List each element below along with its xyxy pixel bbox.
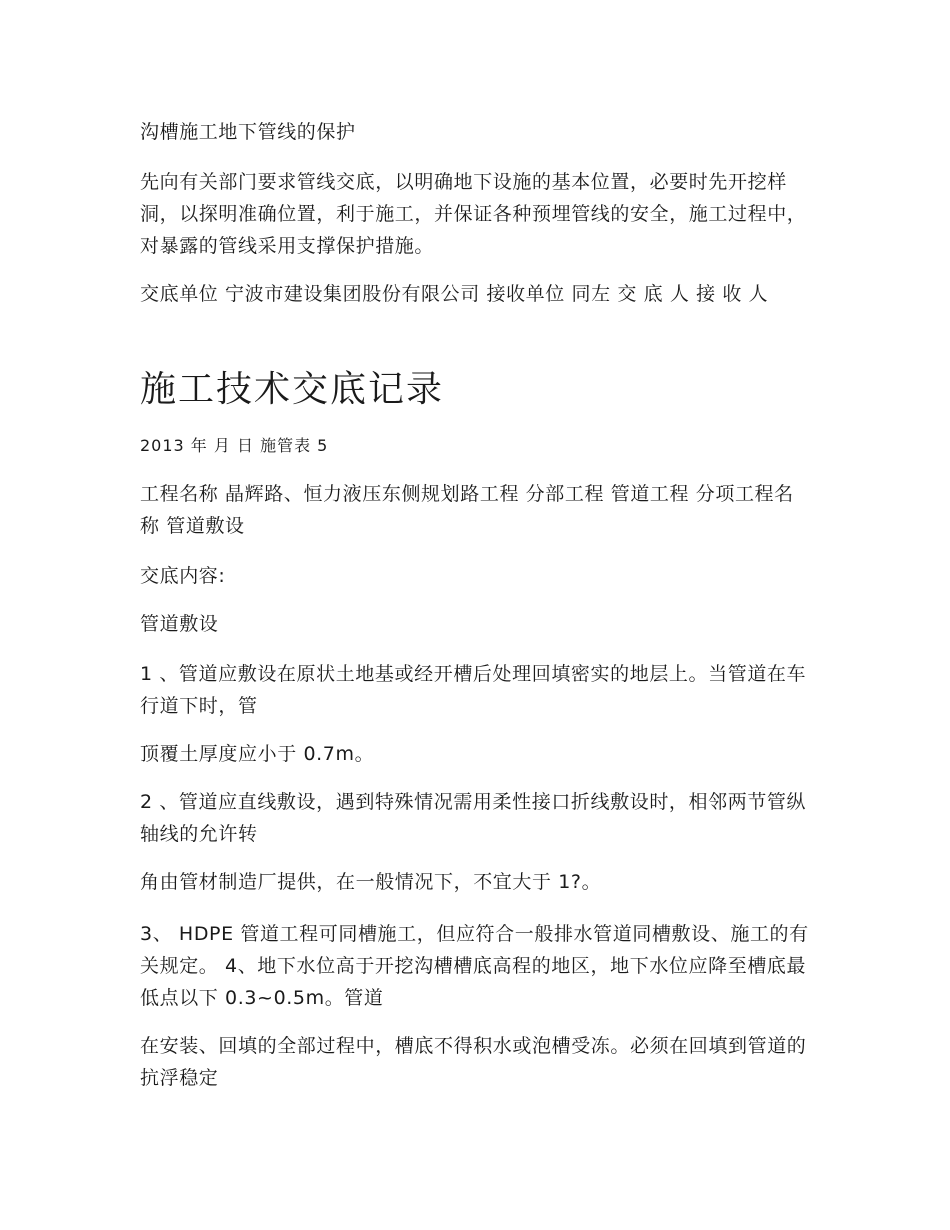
content-heading: 管道敷设: [140, 613, 219, 635]
item-1-paragraph: 1 、管道应敷设在原状土地基或经开槽后处理回填密实的地层上。当管道在车行道下时，管: [140, 663, 807, 717]
item-4-continuation: 在安装、回填的全部过程中，槽底不得积水或泡槽受冻。必须在回填到管道的抗浮稳定: [140, 1035, 807, 1089]
project-info: 工程名称 晶辉路、恒力液压东侧规划路工程 分部工程 管道工程 分项工程名称 管道敷设: [140, 483, 794, 537]
item-3-4-paragraph: 3、 HDPE 管道工程可同槽施工，但应符合一般排水管道同槽敷设、施工的有关规定。 4、地下水位高于开挖沟槽槽底高程的地区，地下水位应降至槽底最低点以下 0.3~0.5m。管道: [140, 923, 809, 1009]
record-meta: 2013 年 月 日 施管表 5: [140, 436, 329, 455]
item-2-paragraph: 2 、管道应直线敷设，遇到特殊情况需用柔性接口折线敷设时，相邻两节管纵轴线的允许转: [140, 791, 807, 845]
record-title: 施工技术交底记录: [140, 369, 445, 410]
item-2-continuation: 角由管材制造厂提供，在一般情况下，不宜大于 1?。: [140, 871, 602, 893]
signoff-line: 交底单位 宁波市建设集团股份有限公司 接收单位 同左 交 底 人 接 收 人: [140, 283, 769, 305]
item-1-continuation: 顶覆土厚度应小于 0.7m。: [140, 743, 375, 765]
section-title: 沟槽施工地下管线的保护: [140, 121, 356, 143]
content-label: 交底内容:: [140, 565, 226, 587]
section-body-paragraph: 先向有关部门要求管线交底，以明确地下设施的基本位置，必要时先开挖样洞，以探明准确位置，利于施工，并保证各种预埋管线的安全，施工过程中，对暴露的管线采用支撑保护措施。: [140, 171, 807, 257]
